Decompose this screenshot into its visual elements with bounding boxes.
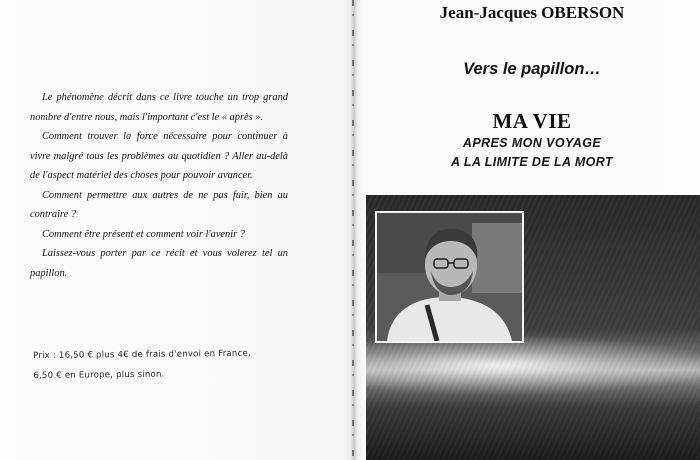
back-paragraph: Comment être présent et comment voir l'avenir ?: [42, 228, 245, 240]
book-subtitle: Vers le papillon…: [463, 60, 601, 78]
price-note-line: 6,50 € en Europe, plus sinon.: [33, 369, 165, 381]
back-paragraph: Comment permettre aux autres de ne pas fuir, bien au contraire ?: [30, 189, 288, 220]
price-note-line: Prix : 16,50 € plus 4€ de frais d'envoi en France,: [33, 348, 251, 361]
back-paragraph: Comment trouver la force nécessaire pour continuer à vivre malgré tous les problèmes au quotidien ? Aller au-delà de l'aspect matériel des choses pour pouvoir avancer.: [30, 131, 288, 181]
author-name: Jean-Jacques OBERSON: [439, 3, 625, 22]
author-portrait: [375, 211, 524, 343]
book-title: MA VIE: [492, 109, 572, 133]
book-title-line: APRES MON VOYAGE: [462, 136, 602, 150]
back-paragraph: Laissez-vous porter par ce récit et vous volerez tel un papillon.: [30, 248, 288, 279]
back-cover-text: [30, 88, 288, 283]
back-paragraph: Le phénomène décrit dans ce livre touche un trop grand nombre d'entre nous, mais l'important c'est le « après ».: [30, 92, 288, 123]
portrait-illustration: [377, 213, 522, 341]
book-title-line: A LA LIMITE DE LA MORT: [450, 155, 614, 169]
fold-line: [352, 0, 354, 460]
handwritten-price-note: [33, 343, 313, 386]
